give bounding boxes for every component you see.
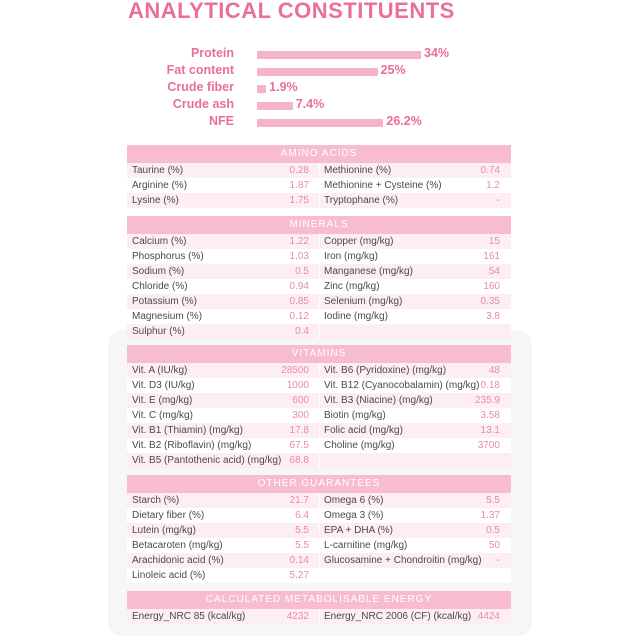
left-nutrient-value: 600: [292, 395, 309, 406]
minerals-table-row: [127, 249, 511, 264]
column-divider: [319, 309, 320, 324]
right-nutrient-name: Tryptophane (%): [324, 195, 399, 206]
left-nutrient-name: Arachidonic acid (%): [132, 555, 224, 566]
left-nutrient-name: Sodium (%): [132, 266, 185, 277]
bar-row-protein: [0, 46, 640, 62]
other-table-row: [127, 553, 511, 568]
left-nutrient-name: Dietary fiber (%): [132, 510, 205, 521]
right-nutrient-name: Choline (mg/kg): [324, 440, 395, 451]
left-nutrient-value: 5.5: [295, 525, 309, 536]
right-nutrient-value: 0.74: [480, 165, 500, 176]
energy-section-header: CALCULATED METABOLISABLE ENERGY: [127, 591, 511, 609]
left-nutrient-name: Taurine (%): [132, 165, 184, 176]
bar-row-nfe: [0, 114, 640, 130]
left-nutrient-value: 21.7: [289, 495, 309, 506]
right-nutrient-value: 5.5: [486, 495, 500, 506]
left-nutrient-value: 5.27: [289, 570, 309, 581]
right-nutrient-value: 13.1: [480, 425, 500, 436]
column-divider: [319, 294, 320, 309]
right-nutrient-name: Omega 6 (%): [324, 495, 384, 506]
page-title: ANALYTICAL CONSTITUENTS: [128, 0, 455, 23]
bar-row-fat-content: [0, 63, 640, 79]
right-nutrient-value: 15: [488, 236, 500, 247]
amino-table-row: [127, 178, 511, 193]
vitamins-table-row: [127, 438, 511, 453]
vitamins-table-row: [127, 408, 511, 423]
left-nutrient-value: 0.14: [289, 555, 309, 566]
right-nutrient-value: 0.18: [480, 380, 500, 391]
column-divider: [319, 538, 320, 553]
left-nutrient-name: Vit. E (mg/kg): [132, 395, 193, 406]
other-section-header: OTHER GUARANTEES: [127, 475, 511, 493]
bar-fill: [257, 119, 383, 127]
minerals-table-row: [127, 279, 511, 294]
other-table-row: [127, 538, 511, 553]
vitamins-table-row: [127, 423, 511, 438]
right-nutrient-value: 54: [488, 266, 500, 277]
minerals-table-row: [127, 294, 511, 309]
left-nutrient-value: 0.12: [289, 311, 309, 322]
left-nutrient-name: Magnesium (%): [132, 311, 203, 322]
left-nutrient-value: 0.28: [289, 165, 309, 176]
left-nutrient-name: Vit. B1 (Thiamin) (mg/kg): [132, 425, 243, 436]
bar-fill: [257, 51, 421, 59]
column-divider: [319, 523, 320, 538]
column-divider: [319, 438, 320, 453]
column-divider: [319, 393, 320, 408]
column-divider: [319, 609, 320, 624]
amino-section-header: AMINO ACIDS: [127, 145, 511, 163]
bar-value: 26.2%: [386, 114, 422, 128]
right-nutrient-name: Iron (mg/kg): [324, 251, 378, 262]
column-divider: [319, 193, 320, 208]
left-nutrient-value: 17.8: [289, 425, 309, 436]
left-nutrient-value: 1.22: [289, 236, 309, 247]
right-nutrient-value: 1.2: [486, 180, 500, 191]
left-nutrient-name: Lutein (mg/kg): [132, 525, 196, 536]
right-nutrient-value: 50: [488, 540, 500, 551]
left-nutrient-name: Vit. B2 (Riboflavin) (mg/kg): [132, 440, 252, 451]
column-divider: [319, 423, 320, 438]
right-nutrient-value: 3.58: [480, 410, 500, 421]
left-nutrient-value: 68.8: [289, 455, 309, 466]
minerals-section-header: MINERALS: [127, 216, 511, 234]
bar-label: Fat content: [166, 63, 234, 77]
left-nutrient-name: Sulphur (%): [132, 326, 185, 337]
column-divider: [319, 324, 320, 339]
left-nutrient-value: 300: [292, 410, 309, 421]
right-nutrient-value: 160: [483, 281, 500, 292]
amino-table-row: [127, 193, 511, 208]
left-nutrient-value: 67.5: [289, 440, 309, 451]
left-nutrient-value: 0.85: [289, 296, 309, 307]
left-nutrient-name: Lysine (%): [132, 195, 179, 206]
column-divider: [319, 279, 320, 294]
right-nutrient-name: Vit. B6 (Pyridoxine) (mg/kg): [324, 365, 447, 376]
right-nutrient-name: Vit. B12 (Cyanocobalamin) (mg/kg): [324, 380, 480, 391]
left-nutrient-value: 5.5: [295, 540, 309, 551]
amino-table-row: [127, 163, 511, 178]
other-table-row: [127, 493, 511, 508]
right-nutrient-value: 235.9: [474, 395, 500, 406]
column-divider: [319, 264, 320, 279]
bar-value: 25%: [380, 63, 406, 77]
left-nutrient-value: 1.03: [289, 251, 309, 262]
right-nutrient-name: Copper (mg/kg): [324, 236, 394, 247]
right-nutrient-name: Methionine + Cysteine (%): [324, 180, 442, 191]
right-nutrient-name: Vit. B3 (Niacine) (mg/kg): [324, 395, 433, 406]
bar-value: 7.4%: [295, 97, 325, 111]
right-nutrient-name: Biotin (mg/kg): [324, 410, 386, 421]
left-nutrient-name: Vit. C (mg/kg): [132, 410, 193, 421]
left-nutrient-name: Vit. A (IU/kg): [132, 365, 188, 376]
minerals-table-row: [127, 309, 511, 324]
left-nutrient-value: 0.5: [295, 266, 309, 277]
bar-label: Crude ash: [172, 97, 234, 111]
left-nutrient-name: Chloride (%): [132, 281, 188, 292]
minerals-table-row: [127, 234, 511, 249]
right-nutrient-value: 1.37: [480, 510, 500, 521]
bar-row-crude-ash: [0, 97, 640, 113]
left-nutrient-name: Betacaroten (mg/kg): [132, 540, 223, 551]
minerals-table-row: [127, 324, 511, 339]
column-divider: [319, 234, 320, 249]
column-divider: [319, 363, 320, 378]
right-nutrient-value: 0.5: [486, 525, 500, 536]
left-nutrient-name: Arginine (%): [132, 180, 188, 191]
column-divider: [319, 178, 320, 193]
column-divider: [319, 408, 320, 423]
bar-fill: [257, 102, 293, 110]
left-nutrient-value: 1000: [286, 380, 309, 391]
left-nutrient-value: 1.87: [289, 180, 309, 191]
column-divider: [319, 249, 320, 264]
minerals-table-row: [127, 264, 511, 279]
bar-value: 1.9%: [269, 80, 298, 94]
left-nutrient-name: Phosphorus (%): [132, 251, 204, 262]
right-nutrient-name: L-carnitine (mg/kg): [324, 540, 408, 551]
column-divider: [319, 378, 320, 393]
column-divider: [319, 508, 320, 523]
right-nutrient-name: Omega 3 (%): [324, 510, 384, 521]
right-nutrient-name: Selenium (mg/kg): [324, 296, 403, 307]
right-nutrient-value: 3700: [477, 440, 500, 451]
column-divider: [319, 163, 320, 178]
right-nutrient-name: Glucosamine + Chondroitin (mg/kg): [324, 555, 482, 566]
right-nutrient-value: 3.8: [486, 311, 500, 322]
right-nutrient-name: Iodine (mg/kg): [324, 311, 388, 322]
bar-fill: [257, 85, 266, 93]
vitamins-table-row: [127, 393, 511, 408]
right-nutrient-value: -: [496, 555, 500, 566]
left-nutrient-name: Vit. B5 (Pantothenic acid) (mg/kg): [132, 455, 282, 466]
vitamins-table-row: [127, 453, 511, 468]
right-nutrient-name: Folic acid (mg/kg): [324, 425, 403, 436]
left-nutrient-name: Energy_NRC 85 (kcal/kg): [132, 611, 246, 622]
bar-fill: [257, 68, 378, 76]
energy-table-row: [127, 609, 511, 624]
left-nutrient-value: 1.75: [289, 195, 309, 206]
left-nutrient-name: Linoleic acid (%): [132, 570, 206, 581]
left-nutrient-value: 4232: [286, 611, 309, 622]
left-nutrient-value: 6.4: [295, 510, 309, 521]
left-nutrient-name: Starch (%): [132, 495, 180, 506]
column-divider: [319, 553, 320, 568]
column-divider: [319, 568, 320, 583]
right-nutrient-name: Zinc (mg/kg): [324, 281, 380, 292]
right-nutrient-value: 4424: [477, 611, 500, 622]
right-nutrient-name: Methionine (%): [324, 165, 392, 176]
left-nutrient-value: 0.4: [295, 326, 309, 337]
right-nutrient-value: 0.35: [480, 296, 500, 307]
other-table-row: [127, 508, 511, 523]
right-nutrient-value: 48: [488, 365, 500, 376]
vitamins-table-row: [127, 363, 511, 378]
bar-label: Protein: [190, 46, 234, 60]
bar-label: NFE: [209, 114, 234, 128]
right-nutrient-name: Manganese (mg/kg): [324, 266, 413, 277]
vitamins-table-row: [127, 378, 511, 393]
left-nutrient-value: 28500: [281, 365, 309, 376]
right-nutrient-value: -: [496, 195, 500, 206]
bar-value: 34%: [424, 46, 450, 60]
right-nutrient-name: Energy_NRC 2006 (CF) (kcal/kg): [324, 611, 472, 622]
column-divider: [319, 453, 320, 468]
left-nutrient-value: 0.94: [289, 281, 309, 292]
vitamins-section-header: VITAMINS: [127, 345, 511, 363]
other-table-row: [127, 568, 511, 583]
column-divider: [319, 493, 320, 508]
other-table-row: [127, 523, 511, 538]
right-nutrient-name: EPA + DHA (%): [324, 525, 394, 536]
left-nutrient-name: Calcium (%): [132, 236, 187, 247]
left-nutrient-name: Vit. D3 (IU/kg): [132, 380, 195, 391]
bar-row-crude-fiber: [0, 80, 640, 96]
bar-label: Crude fiber: [167, 80, 234, 94]
left-nutrient-name: Potassium (%): [132, 296, 198, 307]
right-nutrient-value: 161: [483, 251, 500, 262]
